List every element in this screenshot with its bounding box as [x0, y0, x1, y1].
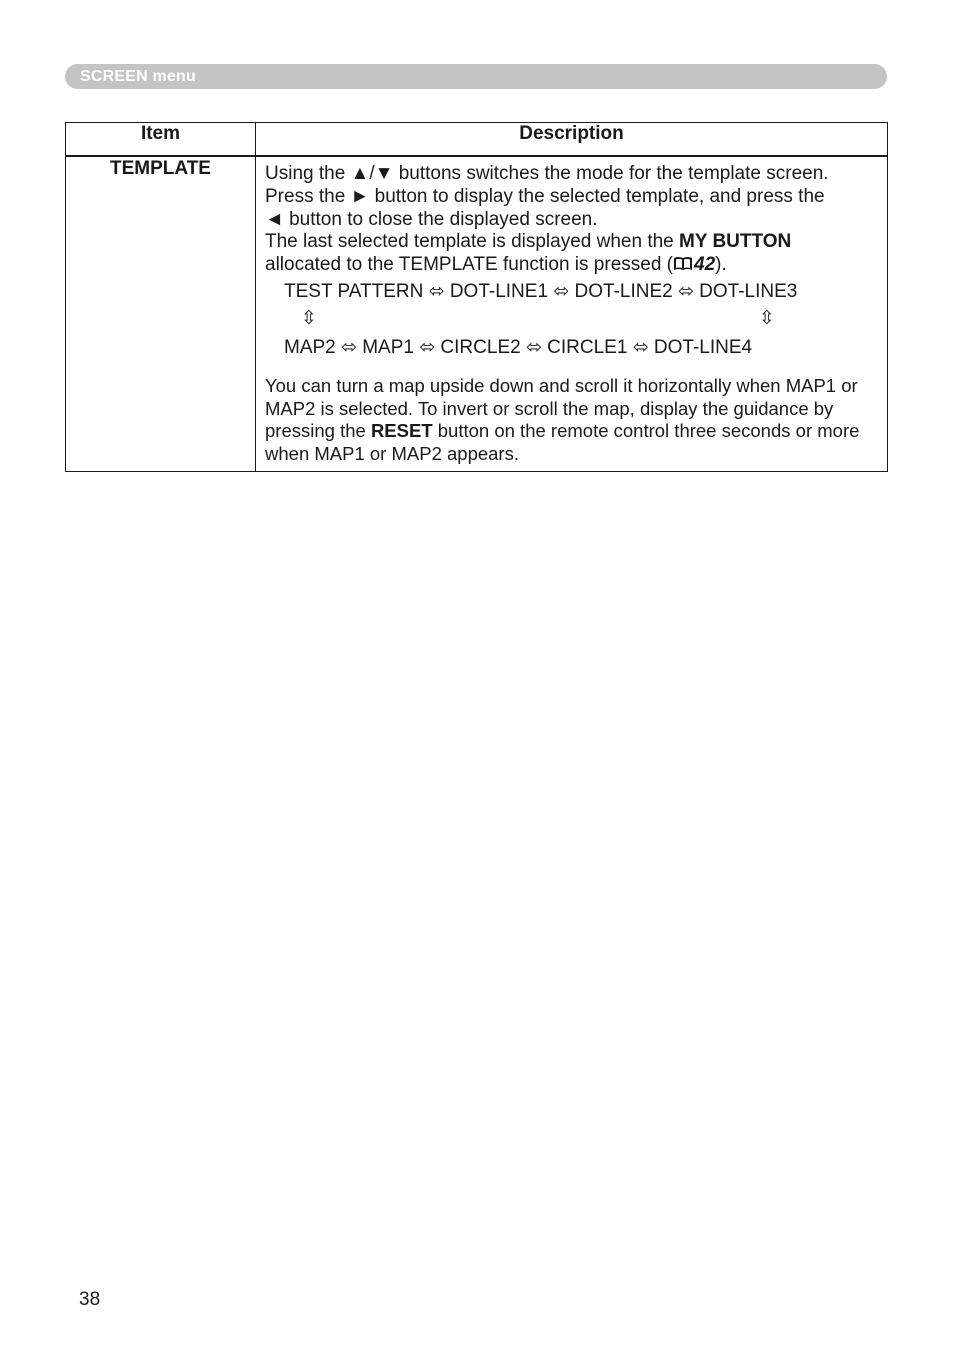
- map-note-text-2: button on the remote control three seconds or more when MAP1 or MAP2 appears.: [265, 420, 860, 464]
- desc-line-5-text: allocated to the TEMPLATE function is pressed (: [265, 254, 673, 276]
- desc-line-5-end: ).: [715, 254, 727, 276]
- desc-line-3: ◄ button to close the displayed screen.: [265, 208, 598, 230]
- description-template: [256, 157, 888, 472]
- section-header-bar: [65, 64, 887, 89]
- header-item: Item: [66, 123, 256, 156]
- table-header-row: [66, 123, 888, 156]
- item-template: TEMPLATE: [66, 157, 256, 472]
- section-title: SCREEN menu: [80, 68, 196, 85]
- desc-line-1: Using the ▲/▼ buttons switches the mode for the template screen.: [265, 163, 829, 184]
- cycle-arrow-left: ⇳: [301, 307, 317, 329]
- page-reference[interactable]: 42: [694, 254, 716, 276]
- page-number: 38: [79, 1289, 101, 1310]
- desc-line-2: Press the ► button to display the selected template, and press the: [265, 185, 825, 207]
- cycle-line-top: TEST PATTERN ⬄ DOT-LINE1 ⬄ DOT-LINE2 ⬄ DOT-LINE3: [284, 280, 798, 302]
- cycle-arrow-right: ⇳: [759, 307, 775, 329]
- cycle-line-bottom: MAP2 ⬄ MAP1 ⬄ CIRCLE2 ⬄ CIRCLE1 ⬄ DOT-LINE4: [284, 336, 753, 358]
- table-row: [66, 157, 888, 472]
- desc-line-4: [265, 231, 879, 254]
- map-note: [265, 375, 879, 465]
- template-cycle-diagram: [265, 281, 879, 373]
- header-description: Description: [256, 123, 888, 156]
- book-icon: [673, 255, 693, 270]
- desc-line-4-text: The last selected template is displayed when the: [265, 231, 680, 253]
- my-button-label: MY BUTTON: [679, 231, 792, 253]
- reset-button-label: RESET: [370, 420, 433, 442]
- spec-table: [65, 122, 888, 472]
- map-note-text-1: You can turn a map upside down and scroll it horizontally when MAP1 or MAP2 is selected. To invert or scroll the map, display the guidance by pressing the: [265, 374, 858, 442]
- desc-line-5: [265, 254, 879, 277]
